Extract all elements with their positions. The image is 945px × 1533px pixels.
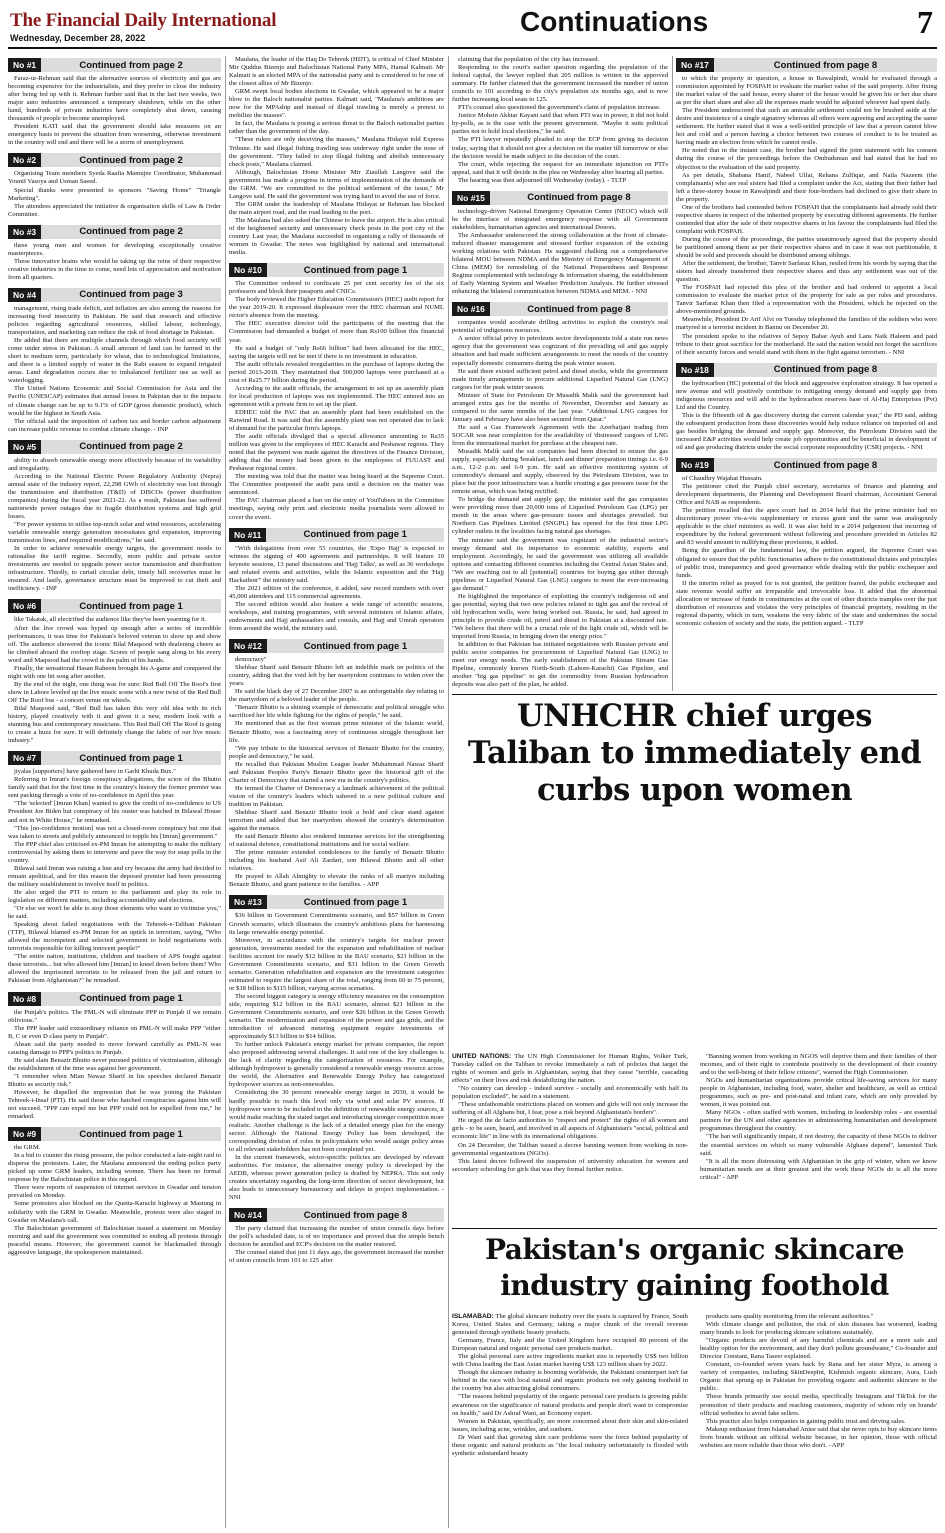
body-paragraph: Organising Team members Syeda Raafia Mamujee Coordinator, Muhammad Younif Vasoya and Usman Saeed. bbox=[8, 170, 221, 186]
story-skincare-right bbox=[700, 1313, 937, 1529]
continuation-title: Continued from page 8 bbox=[773, 59, 878, 71]
dateline: UNITED NATIONS: bbox=[452, 1053, 512, 1060]
body-paragraph: The Ambassador underscored the strong collaboration at the front of climate-induced disaster management and stressed further expansion of the existing working relations with Pakistan. He suggested chalking out a comprehensive bilateral MOU between NDMA and the Ministry of Emergency Management of China (MEM) for remodeling of the National Preparedness and Response Regime complemented with technology & information sharing, the establishment of Early Warning System and Weather Prediction Analysis. He further stressed enhancing the bilateral communication between NDMA and MEM. - NNI bbox=[452, 231, 668, 296]
continuation-header bbox=[8, 440, 221, 454]
body-paragraph: He also urged the PTI to return to the parliament and play its role in legislation on different matters, including accountability and elections. bbox=[8, 888, 221, 904]
continuation-article bbox=[229, 56, 444, 257]
continuation-header bbox=[229, 528, 444, 542]
body-paragraph: Finally, the sensational Hasan Raheem brought his A-game and conquered the night with one hit song after another. bbox=[8, 664, 221, 680]
continuation-number: No #18 bbox=[676, 363, 714, 377]
continuation-number: No #8 bbox=[8, 992, 41, 1006]
continuation-article bbox=[8, 1127, 221, 1257]
body-paragraph: Many NGOs - often staffed with women, including in leadership roles - are essential partners for the UN and other agencies in administering humanitarian and development programmes throughout the country. bbox=[700, 1109, 937, 1133]
body-paragraph: technology-driven National Emergency Operation Centre (NEOC) which will be the interface of integrated emergency response with all Government stakeholders, humanitarian agencies and international Donors. bbox=[452, 207, 668, 231]
body-paragraph: The party claimed that increasing the number of union councils days before the poll's scheduled date, is of no importance and proved that the simple bench decision be annulled and ECP's decision on the matter restored. bbox=[229, 1225, 444, 1249]
continuation-title: Continued from page 8 bbox=[773, 459, 878, 471]
body-paragraph: However, he dispelled the impression that he was joining the Pakistan Tehreek-i-Insaf (PTI). He said those who hatched conspiracies against him will not succeed. "PPP can expel me but PPP could not be expelled from me," he remarked. bbox=[8, 1088, 221, 1121]
body-paragraph: The FOSPAH had rejected this plea of the brother and had ordered to appoint a local commission to evaluate the market price of the property for sale as per rules and procedures. Tanvir Sarfaraz Khan then filed a representation with the President, which he rejected on the above-mentioned grounds. bbox=[676, 284, 937, 316]
continuation-number: No #5 bbox=[8, 440, 41, 454]
body-paragraph: Bilawal said Imran was raising a hue and cry because the army had decided to remain apolitical, and for this reason the deposed premier had been pressuring the military establishment to involve itself in politics. bbox=[8, 864, 221, 888]
body-paragraph: "These unfathomable restrictions placed on women and girls will not only increase the suffering of all Afghans but, I fear, pose a risk beyond Afghanistan's borders". bbox=[452, 1101, 688, 1117]
continuation-number: No #13 bbox=[229, 895, 267, 909]
body-paragraph: NGOs and humanitarian organizations provide critical life-saving services for many people in Afghanistan, including food, water, shelter and healthcare, as well as critical programmes, such as pre- and post-natal and infant care, which are only provided by women, it was pointed out. bbox=[700, 1077, 937, 1109]
body-paragraph: He urged the de facto authorities to "respect and protect" the rights of all women and girls - to be seen, heard, and involved in all aspects of Afghanistan's "social, political and economic life" in line with its international obligations. bbox=[452, 1117, 688, 1141]
headline-skincare: Pakistan's organic skincare industry gaining foothold bbox=[484, 1233, 905, 1302]
body-paragraph: "Banning women from working in NGOS will deprive them and their families of their incomes, and of their right to contribute positively to the development of their country and to the well-being of their fellow citizens", warned the High Commissioner. bbox=[700, 1053, 937, 1077]
continuation-title: Continued from page 1 bbox=[303, 529, 407, 541]
body-paragraph: "This [no-confidence motion] was not a closed-room conspiracy but one that was taken to streets and publicly announced to topple his [Imran] government." bbox=[8, 824, 221, 840]
body-paragraph: After the live crowd was hyped up enough after a series of incredible performances, it was time for Pakistan's beloved veteran to show up and show off. The audience showered the iconic Bilal Maqsood with deafening cheers as he climbed aboard the rooftop stage. Scores of people sang along to his every word and Maqsood had the crowd in the palm of his hands. bbox=[8, 624, 221, 664]
body-paragraph: The PAC chairman placed a ban on the entry of YouTubers in the Committee meetings, saying only print and electronic media journalists were allowed to cover the event. bbox=[229, 497, 444, 521]
body-paragraph: Faraz-ur-Rehman said that the alternative sources of electricity and gas are becoming expensive for the industrialists, and they prefer to close the industry after being fed up with it. Rehman further said that in the last two weeks, two major auto industries announced a temporary shutdown, while on the other hand, hundreds of private industries have completely shut down, causing thousands of people to become unemployed. bbox=[8, 75, 221, 123]
continuation-article bbox=[676, 363, 937, 452]
body-paragraph: "The entire nation, institutions, children and teachers of APS fought against these terrorists... but who allowed him [Imran] to kneel down before them? Who allowed the imprisoned terrorists to be released from the jail and return to Pakistan from Afghanistan?" he remarked. bbox=[8, 953, 221, 985]
body-paragraph: "Benazir Bhutto is a shining example of democratic and political struggle who sacrificed her life while fighting for the rights of people," he said. bbox=[229, 704, 444, 720]
body-paragraph: EDHEC told the PAC that an assembly plant had been established on the Raiwind Road. It was said that the assembly plant was not operated due to lack of demand for the particular firm's laptops. bbox=[229, 408, 444, 433]
continuation-number: No #10 bbox=[229, 263, 267, 277]
body-paragraph: Being the guardian of the fundamental law, the petition argued, the Supreme Court was obligated to ensure that the public functionaries adhere to the constitutional dictates and principles of public trust, transparency and good governance while dealing with the public exchequer and funds. bbox=[676, 547, 937, 579]
body-paragraph: "With delegations from over 55 countries, the 'Expo Hajj' is expected to witness the signing of 400 agreements and partnerships. It will feature 10 keynote sessions, 13 panel discussions and 'Hajj Talks', as well as 36 workshops and related events and activities, while the Islamic exposition and the 'Hajj Hackathon'" the ministry said. bbox=[229, 544, 444, 584]
body-paragraph: A senior official privy to petroleum sector developments told a state run news agency that the government was cognizant of the prevailing oil and gas supply situation and had made sufficient arrangements to meet the needs of the country especially domestic consumers during the peak winter season. bbox=[452, 335, 668, 367]
continuation-number: No #2 bbox=[8, 153, 41, 167]
body-paragraph: Makeup enthusiast from Islamabad Aniee said that she never opts to buy skincare items from brands without an official website because, in her opinion, those with official websites are more reliable than those who don't. - APP bbox=[700, 1425, 937, 1449]
body-paragraph: Ahsan said the party needed to move forward carefully as PML-N was causing damage to PPP's politics in Punjab. bbox=[8, 1040, 221, 1056]
continuation-header bbox=[8, 599, 221, 613]
issue-date: Wednesday, December 28, 2022 bbox=[10, 33, 146, 43]
body-paragraph: Referring to Imran's foreign conspiracy allegations, the scion of the Bhutto family said that for the first time in the country's history the former premier was sent packing through a vote of no-confidence in April this year. bbox=[8, 776, 221, 800]
body-paragraph: Speaking about failed negotiations with the Tehreek-e-Taliban Pakistan (TTP), Bilawal blamed ex-PM Imran for an uptick in terrorism, saying, "Who allowed the incompetent and selected government to hold negotiations with terrorists responsible for killing innocent people?" bbox=[8, 921, 221, 953]
body-paragraph: Shehbaz Sharif said Benazir Bhutto left an indelible mark on politics of the country, adding that the void left by her martyrdom continues to widen over the years. bbox=[229, 664, 444, 688]
continuation-article bbox=[452, 56, 668, 185]
body-paragraph: These brands primarily use social media, specifically Instagram and TikTok for the promotion of their products and reaching customers, majority of whom rely on brands' official websites to avoid fake sellers. bbox=[700, 1393, 937, 1417]
body-paragraph: The hearing was then adjourned till Wednesday (today). - TLTP bbox=[458, 176, 627, 184]
body-paragraph: The President underscored that such an amicable settlement could not be brushed aside at the desire and insistence of a single signatory whereas all others were agreeing and accepting the same settlement. He further stated that it was a well-settled principle of law that a person cannot blow hot and cold and a person having a choice between two courses of conduct is to be treated as having made an election from which he cannot resile. bbox=[676, 107, 937, 147]
body-paragraph: He highlighted the importance of exploiting the country's indigenous oil and gas potential, saying that two new policies related to tight gas and the revival of old hydrocarbon wells, were being worked out. Russia, he said, had agreed in principle to provide crude oil, petrol and diesel to Pakistan at a discounted rate. "We believe that there will be a crucial role of the light crude oil, which will be imported from Russia, in bringing down the energy price." bbox=[452, 592, 668, 641]
body-text: The global skincare industry over the years is captured by France, South Korea, United States and Germany, taking a major chunk of the overall revenue generated through synthetic beauty products. bbox=[452, 1313, 688, 1337]
body-paragraph: He noted that in the instant case, the brother had signed the joint statement with his consent during the course of the proceedings before the Ombudsman and had stated that he had no objection to the evaluation of the said property. bbox=[676, 147, 937, 171]
continuation-article bbox=[229, 639, 444, 889]
headline-unhchr: UNHCHR chief urges Taliban to immediately end curbs upon women bbox=[467, 698, 922, 808]
body-paragraph: The meeting was told that the matter was being heard at the Supreme Court. The Committee postponed the audit para until a decision on the matter was announced. bbox=[229, 473, 444, 497]
body-paragraph: The global personal care active ingredients market size is reportedly US$ two billion with China leading the East Asian market having US$ 123 million share by 2022. bbox=[452, 1353, 688, 1369]
continuation-number: No #9 bbox=[8, 1127, 41, 1141]
body-paragraph: Shehbaz Sharif said Benazir Bhutto took a bold and clear stand against terrorism and added that her martyrdom showed the country's determination against the menace. bbox=[229, 808, 444, 833]
body-paragraph: He prayed to Allah Almighty to elevate the ranks of all martyrs including Benazir Bhutto, and grant patience to the families. - APP bbox=[229, 873, 444, 889]
continuation-title: Continued from page 3 bbox=[79, 289, 183, 301]
body-paragraph: to which the property in question, a house in Rawalpindi, would be evaluated through a commission appointed by FOSPAH to evaluate the market value of the said property. After fixing the market value of the said house, every sharer of the house would be given his or her due share as per the shari share and also all the expenses made would be adjusted whoever had spent daily. bbox=[676, 75, 937, 107]
body-paragraph: According to the audit officials, the arrangement to set up an assembly plant for local production of laptops was not implemented. The HEC entered into an agreement with a private firm to set up the plant. bbox=[229, 384, 444, 408]
continuation-title: Continued from page 2 bbox=[79, 441, 183, 453]
body-paragraph: democracy" bbox=[235, 656, 267, 664]
body-paragraph: He said Benazir Bhutto also rendered immense services for the strengthening of national defence, constitutional institutions and for social welfare. bbox=[229, 833, 444, 849]
body-paragraph: Germany, France, Italy and the United Kingdom have occupied 80 percent of the European natural and organic personal care products market. bbox=[452, 1337, 688, 1353]
body-paragraph: There were reports of suspension of internet services in Gwadar and tension prevailed on Monday. bbox=[8, 1184, 221, 1200]
body-paragraph: In the current framework, sector-specific policies are developed by relevant authorities. For instance, the alternative energy policy is developed by the AEDB, whereas power generation policy is drafted by NEPRA. This not only creates uncertainty regarding the long-term direction of sector development, but also leads to unnecessary bureaucracy and delays in project implementation. - NNI bbox=[229, 1153, 444, 1202]
body-paragraph: The GRM under the leadership of Maulana Hidayat ur Rehman has blocked the main airport road, and the road leading to the port. bbox=[229, 200, 444, 216]
body-paragraph: "The ban will significantly impair, if not destroy, the capacity of these NGOs to deliver the essential services on which so many vulnerable Afghans depend", lamented Turk said. bbox=[700, 1133, 937, 1157]
continuation-title: Continued from page 1 bbox=[79, 752, 183, 764]
body-paragraph: Meanwhile, President Dr Arif Alvi on Tuesday telephoned the families of the soldiers who were martyred in a terrorist incident in Bannu on December 20. bbox=[676, 316, 937, 332]
body-paragraph: The Balochistan government of Balochistan issued a statement on Monday morning and said the government was committed to ending all protests through peaceful means. However, the government cannot be blackmailed through aggressive language, the spokesperson maintained. bbox=[8, 1224, 221, 1256]
continuation-header bbox=[8, 751, 221, 765]
continuation-header bbox=[8, 153, 221, 167]
body-paragraph: GRM swept local bodies elections in Gwadar, which appeared to be a major blow to the Baloch nationalist parties. Kalmati said, "Maulana's ambitions are now for the MPAship and instead of illegal trawling is merely a pretext to mobilize the masses". bbox=[229, 88, 444, 120]
body-paragraph: Responding to the court's earlier question regarding the population of the federal capital, the lawyer replied that 205 million is written in the approved summary. He further claimed that the government increased the number of union councils to 101 according to the city's population six months ago, and is now further increasing local seats to 125. bbox=[452, 64, 668, 104]
continuation-title: Continued from page 8 bbox=[773, 364, 878, 376]
continuation-number: No #17 bbox=[676, 58, 714, 72]
continuation-article bbox=[229, 528, 444, 634]
column-divider bbox=[225, 56, 226, 1528]
body-paragraph: Constant, co-founded seven years back by Rana and her sister Myra, is among a variety of companies, including SkinDeepInt, Kishmish organic skincare, Aura, Lush Organic that sprung up in Pakistan for providing organic and authentic skincare to the public. bbox=[700, 1361, 937, 1393]
body-paragraph: management, rising trade deficit, and inflation are also among the reasons for increasing food insecurity in Pakistan. He said that research and effective policies regarding agricultural resources, skilled labour, technology, transportation, and marketing can reduce the risk of food shortage in Pakistan. bbox=[8, 304, 221, 337]
body-paragraph: He said a Gas Framework Agreement with the Azerbaijani trading firm SOCAR was near completion for the availability of 'distressed' cargoes of LNG from the international market for purchase at the cheapest rate. bbox=[452, 423, 668, 447]
column-2 bbox=[229, 56, 444, 1528]
body-paragraph: Special thanks were presented to sponsors "Saving Home" "Triangle Marketing". bbox=[8, 186, 221, 202]
continuation-header bbox=[8, 225, 221, 239]
body-paragraph: In fact, the Maulana is posing a serious threat to the Baloch nationalist parties rather than the government of the day. bbox=[229, 120, 444, 136]
continuation-header bbox=[676, 458, 937, 472]
body-paragraph: The minister said the government was cognizant of the industrial sector's energy demand and its importance to economic stability, exports and employment. Accordingly, he said the government was utilizing all available options and contacting different countries including the Central Asian States and, "We are reaching out to all [potential] countries for buying gas either through pipelines or Liquefied Natural Gas (LNG) cargoes to meet the ever-increasing gas demand." bbox=[452, 536, 668, 592]
body-paragraph: He said there existed sufficient petrol and diesel stocks, while the government made timely arrangements to procure additional Liquefied Natural Gas (LNG) cargoes for the peak winter season. bbox=[452, 367, 668, 391]
body-paragraph: the hydrocarbon (HC) potential of the block and aggressive exploration strategy. It has opened a new avenue and will positively contribute to mitigating energy demand and supply gap from indigenous resources and will add to the hydrocarbon reserves base of Al-Haj Enterprises (Pvt) Ltd and the Country. bbox=[676, 379, 937, 411]
body-paragraph: By the end of the night, one thing was for sure: Red Bull Off The Roof's first show in Lahore leveled up the live music scene with a new twist of the Red Bull Off The Roof bus - a concert venue on wheels. bbox=[8, 680, 221, 704]
continuation-header bbox=[676, 58, 937, 72]
continuation-number: No #19 bbox=[676, 458, 714, 472]
continuation-header bbox=[676, 363, 937, 377]
body-paragraph: This latest decree followed the suspension of university education for women and secondary schooling for girls that was they formal further notice. bbox=[452, 1157, 688, 1173]
continuation-title: Continued from page 8 bbox=[527, 303, 631, 315]
continuation-article bbox=[8, 58, 221, 147]
body-paragraph: In a bid to counter the rising pressure, the police conducted a late-night raid to disperse the protesters. Later, the Maulana announced the ending police party picked up some GRM leaders, including women. There has been no formal response by the Balochistan police in this regard. bbox=[8, 1152, 221, 1184]
body-paragraph: Musadik Malik said the sui companies had been directed to ensure the gas supply, especially during 'breakfast, lunch and dinner' preparation timings i.e. 6-9 a.m., 12-2 p.m. and 6-9 p.m. He said an effective monitoring system of commodity's demand and supply, observed by the Petroleum Division, was in place but the poor infrastructure was a hurdle creating a gas pressure issue for the remote areas, which was being rectified. bbox=[452, 448, 668, 496]
body-paragraph: In order to achieve renewable energy targets, the government needs to rationalise the tariff regime. Secondly, more public and private sector investments are needed to upgrade power sector transmission and distribution infrastructure. Thirdly, to curtail circular debt, timely bill recoveries must be ensured. And lastly, governance structure must be improved to cut theft and inefficiency. - INP bbox=[8, 545, 221, 593]
body-paragraph: The counsel stated that just 11 days ago, the government increased the number of union councils from 101 to 125 after bbox=[229, 1249, 444, 1265]
continuation-number: No #14 bbox=[229, 1208, 267, 1222]
body-paragraph: In addition to that Pakistan has initiated negotiations with Russian private and public sector companies for procurement of Liquefied Natural Gas (LNG) to meet our energy needs. The early establishment of the Pakistan Stream Gas Pipeline, commonly known North-South (Lahore-Karachi) Gas Pipeline, and another "big gas pipeline" to get the commodity from Russian hydrocarbon deposits was also part of the plan, he added. bbox=[452, 641, 668, 689]
body-paragraph: Justice Mohsin Akhtar Kayani said that when PTI was in power, it did not hold by-polls, as is the case with the present government. "Maybe it suits political parties not to hold local elections," he said. bbox=[452, 112, 668, 136]
story-unhchr-left bbox=[452, 1053, 688, 1223]
body-paragraph: The second biggest category is energy efficiency measures on the consumption side, requiring $12 billion in the BAU scenario, almost $21 billion in the Government Commitments scenario, and over $26 billion in the Green Growth scenario. The modernization and expansion of the power and gas grids, and the introduction of advanced metering equipment require investments of approximately $13 billion to $14 billion. bbox=[229, 992, 444, 1041]
body-paragraph: The petitioner cited the Punjab chief secretary, secretaries of finance and planning and development departments, the Planning and Development Board chairman, Accountant General Office and NAB as respondents. bbox=[676, 483, 937, 507]
continuation-header bbox=[452, 191, 668, 205]
page-number: 7 bbox=[917, 4, 933, 40]
continuation-header bbox=[8, 1127, 221, 1141]
body-paragraph: The Maulana had also asked the Chinese to leave the airport. He is also critical of the heightened security and unnecessary check posts in the port city of the country. Last year, the Maulana succeeded in organising a rally of thousands of women in Gwadar. The news was highlighted by national and international media. bbox=[229, 216, 444, 257]
body-paragraph: He said slain Benazir Bhutto never pursued politics of victimisation, although the establishment of the time was against her government. bbox=[8, 1056, 221, 1072]
body-paragraph: To bridge the demand and supply gap, the minister said the gas companies were providing more than 20,000 tons of Liquefied Petroleum Gas (LPG) per month in the areas where gas-pressure issues and shortages prevailed. Sui Northern Gas Pipelines Limited (SNGPL) has opened for the first time LPG cylinder outlets in the localities facing natural gas shortages. bbox=[452, 496, 668, 536]
continuation-number: No #6 bbox=[8, 599, 41, 613]
continuation-header bbox=[229, 263, 444, 277]
body-paragraph: These innovative brains who would be taking up the reins of their respective creative industries in the time to come, need lots of approciation and motivation from all quarters. bbox=[8, 257, 221, 281]
body-text: The UN High Commissioner for Human Rights, Volker Turk, Tuesday called on the Taliban to revoke immediately a raft of policies that target the rights of women and girls in Afghanistan, saying that they cause "terrible, cascading effects" on their lives and risk destabilizing the nation. bbox=[452, 1053, 688, 1085]
column-divider bbox=[672, 56, 673, 691]
body-paragraph: The president spoke to the relatives of Sepoy Babar Ayub and Lans Naik Haleem and paid tribute to their great sacrifice for the motherland. He said the nation would not forget the sacrifices of their security forces and would stand with them in the fight against terrorism. - NNI bbox=[676, 332, 937, 356]
column-4 bbox=[676, 56, 937, 691]
body-paragraph: "It is all the more distressing with Afghanistan in the grip of winter, when we know humanitarian needs are at their greatest and the work these NGOs do is all the more critical" - APP bbox=[700, 1157, 937, 1181]
continuation-number: No #16 bbox=[452, 302, 490, 316]
continuation-title: Continued from page 1 bbox=[303, 264, 408, 276]
continuation-header bbox=[452, 302, 668, 316]
body-paragraph: products sans quality monitoring from the relevant authorities." bbox=[706, 1313, 874, 1320]
masthead-rule bbox=[8, 47, 937, 49]
body-paragraph: After the settlement, the brother, Tanvir Sarfaraz Khan, resiled from his words by saying that the sisters had already transferred their respective shares and thus any settlement was out of the question. bbox=[676, 260, 937, 284]
body-paragraph: He termed the Charter of Democracy a landmark achievement of the political vision of the country's leaders which ushered in a new political culture and tradition in Pakistan. bbox=[229, 784, 444, 808]
continuation-article bbox=[8, 599, 221, 745]
body-paragraph: If the interim relief as prayed for is not granted, the petition feared, the public exchequer and state revenue would suffer an irreparable and irrevocable loss. It added that the abnormal allocation or increase of funds in constituencies at the cost of other districts tramples over the just distribution of resources and violates the very principles of financial propriety, resulting in the regional disparity, which in turn, weakens the very fabric of the state and undermines the social economic cohesion of society and the state, the petition argued. - TLTP bbox=[676, 579, 937, 627]
body-paragraph: During the course of the proceedings, the parties unanimously agreed that the property should be partitioned among them as per their respective shares and in case it was not partitionable, it should be sold and proceeds should be distributed among siblings. bbox=[676, 235, 937, 260]
publication-name: The Financial Daily International bbox=[10, 10, 277, 31]
continuation-number: No #11 bbox=[229, 528, 266, 542]
body-paragraph: One of the brothers had contended before FOSPAH that the complainants had already sold their respective shares in respect of the inherited property by executing different agreements. He further contended that after the sale of their respective shares in his favour the complainants had filed the complaint with FOSPAH. bbox=[676, 203, 937, 235]
body-paragraph: This is the fifteenth oil & gas discovery during the current calendar year," the PD said, adding the subsequent production from these discoveries would help reduce reliance on imported oil and gas besides bridging the demand and supply gap. Moreover, the Petroleum Division said the increased E&P activities would help create job opportunities and be beneficial in development of oil and gas producing districts under the social corporate responsibility (CSR) projects. - NNI bbox=[676, 411, 937, 452]
body-paragraph: He said a budget of "only Rs66 billion" had been allocated for the HEC, saying the targets will not be met if there is no investment in education. bbox=[229, 344, 444, 360]
continuation-article bbox=[8, 440, 221, 594]
body-paragraph: "I remember when Mian Nawaz Sharif in his speeches declared Benazir Bhutto as security risk." bbox=[8, 1072, 221, 1088]
continuation-article bbox=[229, 1208, 444, 1265]
body-paragraph: As per details, Shabana Hanif, Nabeel Ulfat, Rehana Zulfiqar, and Naila Nazeem (the complainants) who are real sisters had filed a complaint under the Act, stating that their father had left a three-storey house in Rawalpindi and their four-brothers had declined to give their share in the property. bbox=[676, 171, 937, 203]
continuation-title: Continued from page 2 bbox=[79, 154, 183, 166]
body-paragraph: The audit officials revealed irregularities in the purchase of laptops during the period 2013-2018. They maintained that 500,000 laptops were purchased at a cost of Rs25.77 billion during the period. bbox=[229, 360, 444, 384]
body-paragraph: To further unlock Pakistan's energy market for private companies, the report also proposed addressing several challenges. It said one of the key challenges is the lack of clarity regarding the categorization of resources. For example, although hydropower is generally considered a renewable energy resource across the world, the Alternative and Renewable Energy Policy has categorized hydropower sources as non-renewables. bbox=[229, 1041, 444, 1089]
body-paragraph: "The 'selected' [Imran Khan] wanted to give the credit of no-confidence to US President Joe Biden but conspiracy of his ouster was hatched in Bilawal House and not in White House," he remarked. bbox=[8, 800, 221, 824]
body-paragraph: the GRM. bbox=[14, 1144, 41, 1152]
continuation-title: Continued from page 1 bbox=[79, 1128, 183, 1140]
continuation-article bbox=[8, 751, 221, 985]
continuation-header bbox=[229, 1208, 444, 1222]
headline-rule bbox=[452, 694, 937, 695]
headline-rule bbox=[452, 1228, 937, 1229]
body-paragraph: "These rulers are only deceiving the masses," Maulana Hidayat told Express Tribune. He said illegal fishing trawling was underway right under the nose of the government. "They failed to stop illegal fishing and abolish unnecessary check posts," Maulana claimed. bbox=[229, 136, 444, 168]
continuation-header bbox=[229, 895, 444, 909]
body-paragraph: The PTI lawyer repeatedly pleaded to stop the ECP from giving its decision today, saying that it should not give a decision on the matter till tomorrow or else the decision would be made subject to the decision of the court. bbox=[452, 136, 668, 160]
body-paragraph: "We pay tribute to the historical services of Benazir Bhutto for the country, people and democracy," he said. bbox=[229, 744, 444, 760]
body-paragraph: This practice also helps companies in gaining public trust and driving sales. bbox=[706, 1417, 906, 1425]
continuation-title: Continued from page 2 bbox=[79, 59, 183, 71]
continuation-header bbox=[8, 992, 221, 1006]
body-paragraph: $36 billion in Government Commitments scenario, and $57 billion in Green Growth scenario, which illustrates the country's ambitious plans for harnessing its large renewable energy potential. bbox=[229, 912, 444, 936]
body-paragraph: The prime minister extended condolences to the family of Benazir Bhutto including his husband Asif Ali Zardari, son Bilawal Bhutto and all other relatives. bbox=[229, 849, 444, 873]
continuation-header bbox=[8, 58, 221, 72]
body-paragraph: "For power systems to utilise top-notch solar and wind resources, accelerating variable renewable energy generation necessitates grid expansion, improving transmission lines, and required modifications," he said. bbox=[8, 521, 221, 545]
continuation-number: No #1 bbox=[8, 58, 41, 72]
body-paragraph: He added that there are multiple channels through which food security will come under stress in Pakistan. A small amount of land can be farmed in the short to medium term, particularly for wheat, due to technological limitations, and there is a limited supply of water in the Rabi season to expand irrigated areas. Land degradation occurs due to imbalanced fertilizer use as well as waterlogging. bbox=[8, 337, 221, 385]
body-paragraph: The Committee ordered to confiscate 25 per cent security fee of the six professors and block their passports and CNICs. bbox=[229, 280, 444, 296]
body-paragraph: Dr Wani said that growing skin care problems were the force behind popularity of these organic and natural products as "the local industry unfortunately is flooded with synthetic substandard beauty bbox=[452, 1433, 688, 1457]
continuation-number: No #12 bbox=[229, 639, 267, 653]
body-paragraph: Bilal Maqsood said, "Red Bull has taken this very old idea with its rich history, played creatively with it and given it a new, modern look with a stunning bus and contemporary musicians. This Red Bull Off The Roof is going to create a buzz for sure. It will definitely change the fabric of our live music industry." bbox=[8, 705, 221, 745]
story-skincare-left bbox=[452, 1313, 688, 1529]
body-paragraph: He mentioned that as the first woman prime minister of the Islamic world, Benazir Bhutto, was a fascinating story of continuous struggle throughout her life. bbox=[229, 720, 444, 744]
body-paragraph: the Punjab's politics. The PML-N will eliminate PPP in Punjab if we remain oblivious." bbox=[8, 1008, 221, 1024]
body-paragraph: The attendees appreciated the initiative & organisation skills of Law & Order Committee. bbox=[8, 202, 221, 218]
body-paragraph: "No country can develop - indeed survive - socially and economically with half its population excluded", he said in a statement. bbox=[452, 1085, 688, 1101]
continuation-number: No #4 bbox=[8, 288, 41, 302]
body-paragraph: Women in Pakistan, specifically, are more concerned about their skin and skin-related issues, including acne, wrinkles, and sunburn. bbox=[452, 1417, 688, 1433]
body-paragraph: jiyalas [supporters] have gathered here in Garhi Khuda Bux." bbox=[14, 768, 176, 776]
continuation-title: Continued from page 1 bbox=[303, 896, 408, 908]
body-paragraph: "Or else we won't be able to stop those elements who want to victimise you," he said. bbox=[8, 905, 221, 921]
body-paragraph: companies would accelerate drilling activities to exploit the country's real potential of indigenous resources. bbox=[452, 319, 668, 335]
body-paragraph: claiming that the population of the city has increased. bbox=[458, 56, 600, 63]
column-divider bbox=[448, 56, 449, 1528]
body-paragraph: With climate change and pollution, the risk of skin diseases has worsened, leading many brands to look for producing skincare solutions sustainably. bbox=[700, 1321, 937, 1337]
continuation-title: Continued from page 1 bbox=[79, 993, 183, 1004]
body-paragraph: Some protesters also blocked on the Quetta-Karachi highway at Mastung in solidarity with the GRM in Gwadar. Meanwhile, protests were also staged in Gwadar on Maulana's call. bbox=[8, 1200, 221, 1224]
continuation-title: Continued from page 1 bbox=[303, 640, 408, 652]
body-paragraph: ability to absorb renewable energy more effectively because of its variability and irregularity. bbox=[8, 456, 221, 472]
body-paragraph: Minister of State for Petroleum Dr Musadik Malik said the government had arranged extra gas for the months of November, December and January as compared to the same months of the last year. "Additional LNG cargoes for January and February have also been secured from Qatar." bbox=[452, 391, 668, 423]
body-paragraph: "The reasons behind popularity of the organic personal care products is growing public awareness on the significance of natural products and people don't want to compromise on health," said Dr Ashraf Wani, an Economy expert. bbox=[452, 1393, 688, 1417]
body-paragraph: these young men and women for developing exceptionally creative masterpieces. bbox=[8, 241, 221, 257]
body-paragraph: like Takatak, all electrified the audience like they've been yearning for it. bbox=[14, 616, 207, 624]
body-paragraph: He recalled that Pakistan Muslim League leader Muhammad Nawaz Sharif and Pakistan Peoples Party's Benazir Bhutto gave the historical gift of the Charter of Democracy that started a new era in the country's politics. bbox=[229, 760, 444, 784]
body-paragraph: On 24 December, the Taliban issued a decree banning women from working in non-governmental organizations (NGOs). bbox=[452, 1141, 688, 1157]
dateline: ISLAMABAD: bbox=[452, 1313, 494, 1320]
body-paragraph: The audit officials divulged that a special allowance amounting to Rs35 million was given to the employees of HEC Karachi and Peshawar regions. They noted that the payment was made against the directives of the Finance Division, adding that the money had been given to the employees of FUUAST and Peshawar regional centre. bbox=[229, 433, 444, 473]
body-paragraph: Although, Balochistan Home Minister Mir Ziaullah Langove said the government has made a progress in terms of implementation of the demands of the GRM. "We are committed to the political settlement of the issue," Mr Langove said. He said the government was trying hard to avoid the use of force. bbox=[229, 168, 444, 200]
body-paragraph: The body reviewed the Higher Education Commission's (HEC) audit report for the year 2019-20. It expressed displeasure over the HEC chairman and NUML rector's absence from the meeting. bbox=[229, 296, 444, 320]
body-paragraph: The 2021 edition of the conference, it added, saw record numbers with over 45,000 attendees and 115 commercial agreements. bbox=[229, 584, 444, 600]
continuation-article bbox=[8, 288, 221, 434]
body-paragraph: According to the National Electric Power Regulatory Authority (Nepra) annual state of the industry report, 22,298 GWh of electricity was lost through the transmission and distribution (T&D) of DISCOs (power distribution companies) during the fiscal year 2021-22. As a result, Pakistan has suffered nationwide power outages due to fragile distribution systems and high grid losses. bbox=[8, 472, 221, 521]
body-paragraph: He said the black day of 27 December 2007 is an unforgettable day relating to the martyrdom of a beloved leader of the people. bbox=[229, 688, 444, 704]
body-paragraph: Though the skincare industry is booming worldwide, the Pakistani counterpart isn't far behind in the race with local natural and organic products not only gaining foothold in the country but also attracting global consumers. bbox=[452, 1369, 688, 1393]
continuation-article bbox=[452, 302, 668, 689]
continuation-article bbox=[8, 153, 221, 218]
continuation-number: No #7 bbox=[8, 751, 41, 765]
body-paragraph: The PPP leader said extraordinary reliance on PML-N will make PPP "either B, C or even D class party in Punjab". bbox=[8, 1024, 221, 1040]
continuation-title: Continued from page 8 bbox=[527, 192, 631, 204]
body-paragraph: The PPP chief also criticised ex-PM Imran for attempting to make the military controversial by asking them to intervene and pave the way for snap polls in the country. bbox=[8, 840, 221, 864]
continuation-article bbox=[8, 225, 221, 282]
continuation-article bbox=[8, 992, 221, 1122]
continuation-article bbox=[676, 58, 937, 357]
body-paragraph: The court, while rejecting the request for an immediate injunction on PTI's appeal, said that it will decide in the plea on Wednesday after hearing all parties. bbox=[452, 160, 668, 176]
continuation-header bbox=[229, 639, 444, 653]
body-paragraph: President KATI said that the government should take measures on an emergency basis to prevent the situation from worsening, otherwise investment in the country will end and there will be a storm of unemployment. bbox=[8, 123, 221, 147]
body-paragraph: The official said the imposition of carbon tax and border carbon adjustment can increase public revenue to combat climate change. - INP bbox=[8, 417, 221, 433]
body-paragraph: of Chaudhry Wajahat Hussain. bbox=[682, 475, 763, 483]
body-paragraph: The HEC executive director told the participants of the meeting that the Commission had demanded a budget of more than Rs100 billion this financial year. bbox=[229, 320, 444, 344]
body-paragraph: Considering the 30 percent renewable energy target in 2030, it would be hardly possible to reach this level only via wind and solar PV sources. If hydropower were to be included in the definition of renewable energy sources, it would make reaching the stated target and introducing stronger competition more realistic. Another challenge is the lack of a detailed energy plan for the energy sector. Although the National Energy Policy has been developed, the corresponding division of roles in policymakers who would assign policy areas to all relevant stakeholders has not been completed yet. bbox=[229, 1089, 444, 1153]
masthead bbox=[0, 0, 945, 46]
body-paragraph: The petition recalled that the apex court had in 2014 held that the prime minister had no discretionary power vis-a-vis supplementary or excess grant and the same was analogously applicable to the chief ministers as well. It was also held in a 2014 judgement that incurring of expenditure by the federal government without following and procedure provided in Articles 82 and 83 would amount to nullifying these provisions, it added. bbox=[676, 507, 937, 547]
body-paragraph bbox=[452, 1313, 688, 1337]
body-paragraph: PTI's counsel also questioned the government's claim of population increase. bbox=[458, 104, 661, 112]
continuation-article bbox=[452, 191, 668, 297]
continuation-header bbox=[8, 288, 221, 302]
section-title: Continuations bbox=[520, 6, 709, 37]
continuation-title: Continued from page 2 bbox=[79, 226, 183, 238]
column-1 bbox=[8, 56, 221, 1528]
body-paragraph: The United Nations Economic and Social Commission for Asia and the Pacific (UNESCAP) estimates that annual losses in Pakistan due to the impacts of climate change can be up to 9.1% of GDP (gross domestic product), which would be the highest in South Asia. bbox=[8, 385, 221, 417]
continuation-number: No #15 bbox=[452, 191, 490, 205]
column-3 bbox=[452, 56, 668, 691]
body-paragraph: Maulana, the leader of the Haq Do Tehreek (HDT), is critical of Chief Minister Mir Quddus Bizenjo and Balochistan National Party MPA, Hamal Kalmati. Mr Kalmati is an elected MPA of the nationalist party and is considered to be one of the closest allies of Mr Bizenjo. bbox=[229, 56, 444, 88]
body-paragraph: "Organic products are devoid of any harmful chemicals and are a more safe and healthy option for the environment, and they don't pollute groundwater," Co-founder and Director Constant, Rana Taseer explained. bbox=[700, 1337, 937, 1361]
story-unhchr-right bbox=[700, 1053, 937, 1223]
body-paragraph bbox=[452, 1053, 688, 1085]
body-paragraph: Moreover, in accordance with the country's targets for nuclear power generation, investments needed for the expansion and rehabilitation of nuclear facilities account for nearly $12 billion in the BAU scenario, $21 billion in the Government Commitments scenario, and $31 billion in the Green Growth scenario. Generation rehabilitation and expansion are the investment categories estimated to require the largest share of the total, ranging from 60 to 75 percent, or $18 billion to $115 billion, varying across scenarios. bbox=[229, 936, 444, 992]
body-paragraph: The second edition would also feature a wide range of scientific sessions, workshops, and training programmes, with several ministers of Islamic affairs, endowments and Hajj ambassadors and consuls, and Hajj and Umrah operators from around the world, the ministry said. bbox=[229, 600, 444, 633]
continuation-article bbox=[676, 458, 937, 628]
continuation-number: No #3 bbox=[8, 225, 41, 239]
continuation-article bbox=[229, 263, 444, 521]
continuation-title: Continued from page 8 bbox=[303, 1209, 408, 1221]
continuation-title: Continued from page 1 bbox=[79, 600, 183, 612]
continuation-article bbox=[229, 895, 444, 1202]
